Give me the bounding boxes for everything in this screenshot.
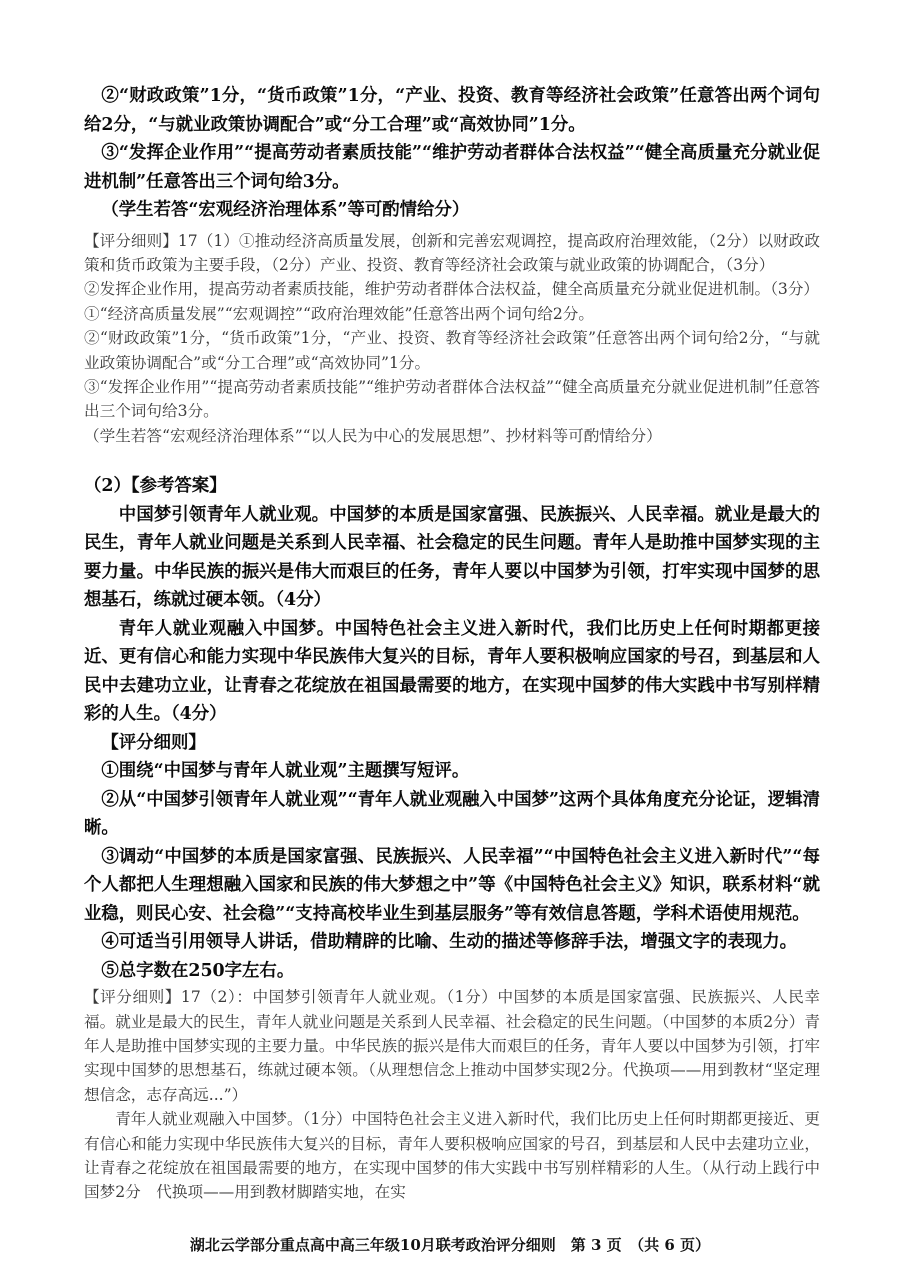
top-note: （学生若答“宏观经济治理体系”等可酌情给分） <box>101 200 470 220</box>
rubric1-item-1: ①“经济高质量发展”“宏观调控”“政府治理效能”任意答出两个词句给2分。 <box>84 304 594 323</box>
rubric1-item-3: ③“发挥企业作用”“提高劳动者素质技能”“维护劳动者群体合法权益”“健全高质量充分就业促进机制”任意答出三个词句给3分。 <box>84 377 820 421</box>
rubric1-item-2: ②“财政政策”1分，“货币政策”1分，“产业、投资、教育等经济社会政策”任意答出两个词句给2分，“与就业政策协调配合”或“分工合理”或“高效协同”1分。 <box>84 329 820 372</box>
rubric-heading: 【评分细则】 <box>101 732 206 753</box>
rubric1-second: ②发挥企业作用，提高劳动者素质技能，维护劳动者群体合法权益，健全高质量充分就业促进机制。（3分） <box>84 280 820 299</box>
rubric-item-2: ②从“中国梦引领青年人就业观”“青年人就业观融入中国梦”这两个具体角度充分论证，逻辑清晰。 <box>84 789 820 839</box>
document-page <box>84 82 820 1205</box>
top-criterion-3: ③“发挥企业作用”“提高劳动者素质技能”“维护劳动者群体合法权益”“健全高质量充分就业促进机制”任意答出三个词句给3分。 <box>84 143 820 192</box>
rubric-item-1: ①围绕“中国梦与青年人就业观”主题撰写短评。 <box>101 761 470 782</box>
rubric-item-4: ④可适当引用领导人讲话，借助精辟的比喻、生动的描述等修辞手法，增强文字的表现力。 <box>101 932 798 953</box>
part2-heading: （2）【参考答案】 <box>84 476 227 497</box>
rubric-item-3: ③调动“中国梦的本质是国家富强、民族振兴、人民幸福”“中国特色社会主义进入新时代”“每个人都把人生理想融入国家和民族的伟大梦想之中”等《中国特色社会主义》知识，联系材料“就业稳，则民心安、社会稳”“支持高校毕业生到基层服务”等有效信息答题，学科术语使用规范。 <box>84 846 820 924</box>
top-criterion-2: ②“财政政策”1分，“货币政策”1分，“产业、投资、教育等经济社会政策”任意答出两个词句给2分，“与就业政策协调配合”或“分工合理”或“高效协同”1分。 <box>84 86 820 135</box>
rubric1-note: （学生若答“宏观经济治理体系”“以人民为中心的发展思想”、抄材料等可酌情给分） <box>84 426 662 445</box>
answer-paragraph-1: 中国梦引领青年人就业观。中国梦的本质是国家富强、民族振兴、人民幸福。就业是最大的民生，青年人就业问题是关系到人民幸福、社会稳定的民生问题。青年人是助推中国梦实现的主要力量。中华民族的振兴是伟大而艰巨的任务，青年人要以中国梦为引领，打牢实现中国梦的思想基石，练就过硬本领。（4分） <box>84 504 820 611</box>
answer-paragraph-2: 青年人就业观融入中国梦。中国特色社会主义进入新时代，我们比历史上任何时期都更接近、更有信心和能力实现中华民族伟大复兴的目标，青年人要积极响应国家的号召，到基层和人民中去建功立业，让青春之花绽放在祖国最需要的地方，在实现中国梦的伟大实践中书写别样精彩的人生。（4分） <box>84 618 820 725</box>
rubric2-paragraph-2: 青年人就业观融入中国梦。（1分）中国特色社会主义进入新时代，我们比历史上任何时期都更接近、更有信心和能力实现中华民族伟大复兴的目标，青年人要积极响应国家的号召，到基层和人民中去建功立业，让青春之花绽放在祖国最需要的地方，在实现中国梦的伟大实践中书写别样精彩的人生。（从行动上践行中国梦2分 代换项——用到教材脚踏实地，在实 <box>84 1110 820 1202</box>
rubric1-intro: 【评分细则】17（1）①推动经济高质量发展，创新和完善宏观调控，提高政府治理效能，（2分）以财政政策和货币政策为主要手段，（2分）产业、投资、教育等经济社会政策与就业政策的协调配合，（3分） <box>84 231 820 274</box>
rubric2-paragraph-1: 【评分细则】17（2）：中国梦引领青年人就业观。（1分）中国梦的本质是国家富强、民族振兴、人民幸福。就业是最大的民生，青年人就业问题是关系到人民幸福、社会稳定的民生问题。（中国梦的本质2分）青年人是助推中国梦实现的主要力量。中华民族的振兴是伟大而艰巨的任务，青年人要以中国梦为引领，打牢实现中国梦的思想基石，练就过硬本领。（从理想信念上推动中国梦实现2分。代换项——用到教材“坚定理想信念，志存高远...”） <box>84 988 820 1104</box>
page-footer: 湖北云学部分重点高中高三年级10月联考政治评分细则 第 3 页 （共 6 页） <box>189 1236 711 1254</box>
rubric-item-5: ⑤总字数在250字左右。 <box>101 960 295 981</box>
